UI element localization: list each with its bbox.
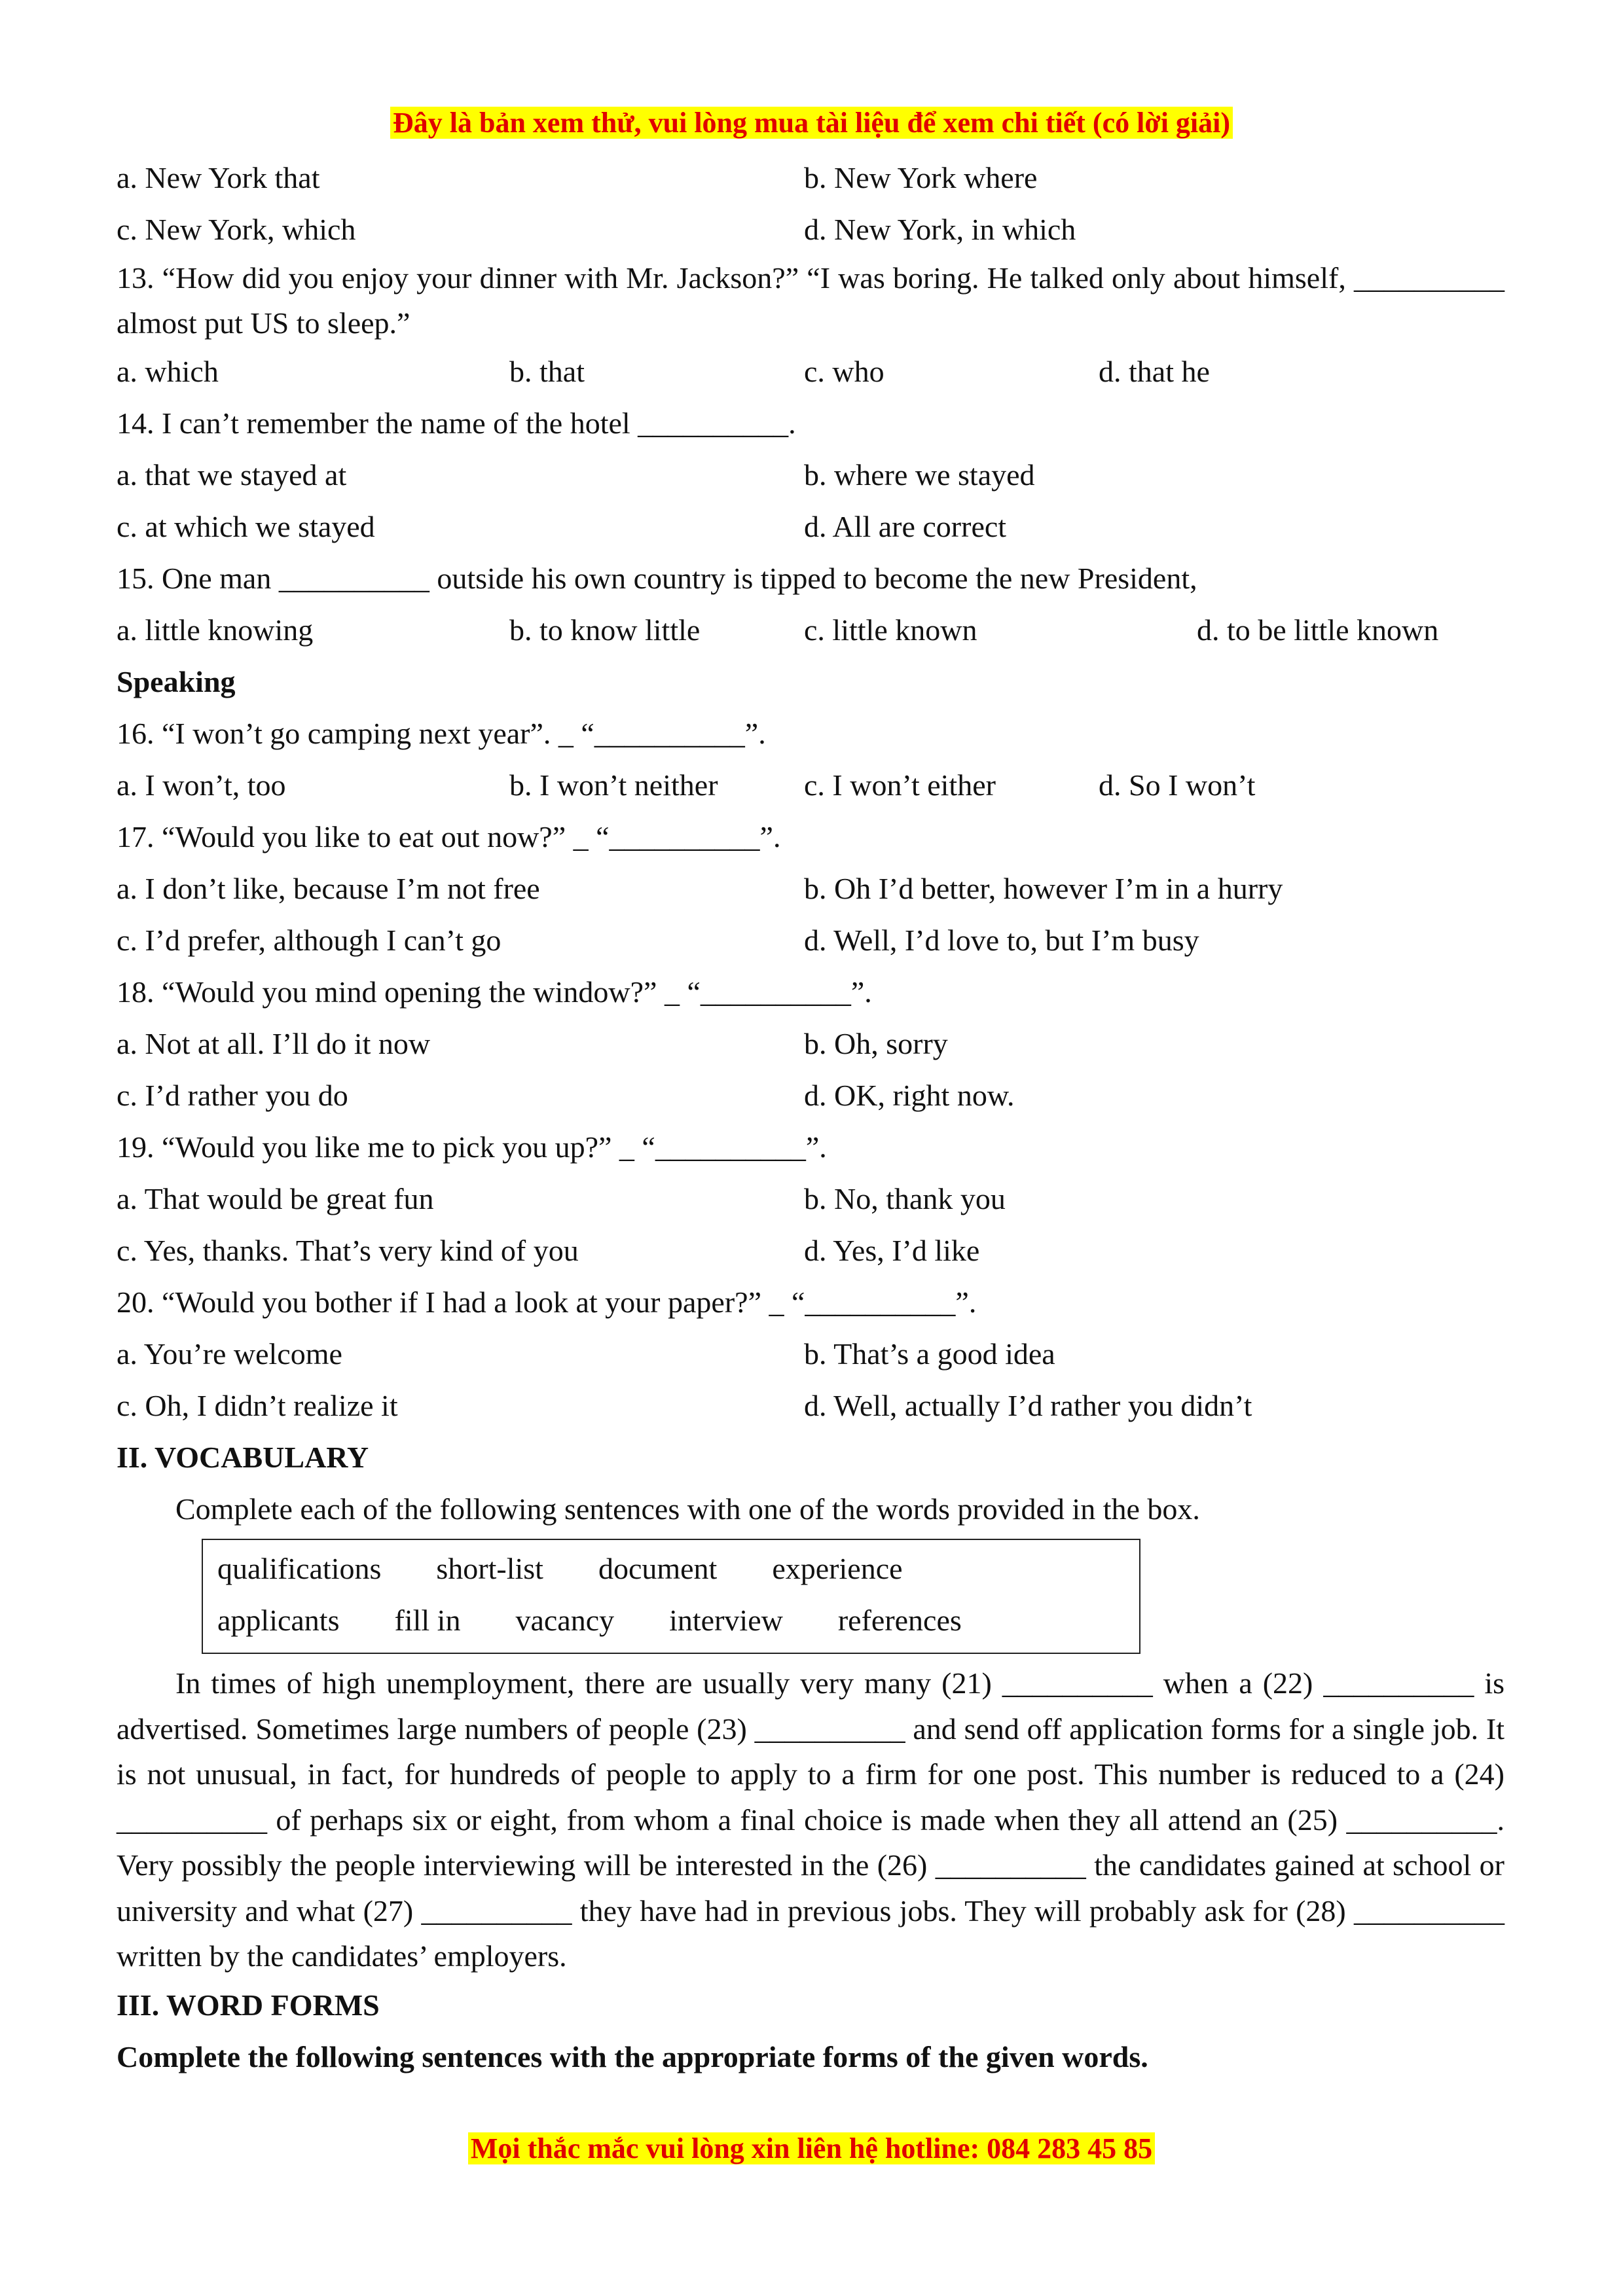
q14-option-c: c. at which we stayed [117,510,375,543]
q12-options-row-2 [117,204,1504,255]
q19-options-row-2 [117,1225,1504,1276]
q14-option-a: a. that we stayed at [117,458,347,492]
q20-option-a: a. You’re welcome [117,1337,342,1371]
word-box-item: references [837,1604,962,1637]
word-box-item: vacancy [515,1604,615,1637]
q17-option-a: a. I don’t like, because I’m not free [117,872,540,905]
q17-options-row-2 [117,914,1504,966]
q19-options-row-1 [117,1173,1504,1225]
q16-option-c: c. I won’t either [804,768,996,802]
word-box-item: fill in [394,1604,461,1637]
q13-options [117,346,1504,397]
q19-text: 19. “Would you like me to pick you up?” _ “__________”. [117,1130,827,1164]
word-box-item: experience [772,1552,903,1585]
word-box-item: interview [669,1604,783,1637]
q20-options-row-1 [117,1328,1504,1380]
q16-option-d: d. So I won’t [1099,768,1256,802]
q16-option-a: a. I won’t, too [117,768,286,802]
q17-option-c: c. I’d prefer, although I can’t go [117,924,501,957]
vocabulary-heading: II. VOCABULARY [117,1441,369,1474]
speaking-heading: Speaking [117,665,236,698]
q13-text: 13. “How did you enjoy your dinner with Mr. Jackson?” “I was boring. He talked only about himself, __________ almost put US to sleep.” [117,261,1504,340]
q15-options [117,604,1504,656]
q19-option-d: d. Yes, I’d like [804,1234,980,1267]
q14-option-d: d. All are correct [804,510,1007,543]
preview-banner [0,105,1623,141]
q18-options-row-1 [117,1018,1504,1069]
hotline-banner-text: Mọi thắc mắc vui lòng xin liên hệ hotline: 084 283 45 85 [468,2132,1155,2164]
hotline-banner [0,2130,1623,2167]
q14-options-row-2 [117,501,1504,552]
q12-option-a: a. New York that [117,161,320,194]
word-box [202,1539,1140,1654]
vocabulary-instruction: Complete each of the following sentences with one of the words provided in the box. [175,1492,1200,1526]
q13-option-b: b. that [509,355,585,388]
q13-option-d: d. that he [1099,355,1210,388]
q13-option-c: c. who [804,355,884,388]
q20-option-b: b. That’s a good idea [804,1337,1055,1371]
word-box-item: short-list [436,1552,543,1585]
q13-option-a: a. which [117,355,219,388]
word-box-row-2 [217,1594,1017,1646]
q20-option-c: c. Oh, I didn’t realize it [117,1389,398,1422]
q12-options-row-1 [117,152,1504,204]
q16-text: 16. “I won’t go camping next year”. _ “__________”. [117,717,766,750]
q18-text: 18. “Would you mind opening the window?” _ “__________”. [117,975,872,1009]
q19-option-c: c. Yes, thanks. That’s very kind of you [117,1234,579,1267]
word-forms-heading: III. WORD FORMS [117,1988,380,2022]
q18-options-row-2 [117,1069,1504,1121]
q16-option-b: b. I won’t neither [509,768,718,802]
q18-option-c: c. I’d rather you do [117,1079,348,1112]
word-box-item: applicants [217,1604,340,1637]
q15-option-b: b. to know little [509,613,701,647]
q17-text: 17. “Would you like to eat out now?” _ “__________”. [117,820,781,853]
preview-banner-text: Đây là bản xem thử, vui lòng mua tài liệu để xem chi tiết (có lời giải) [390,107,1233,139]
q19-option-a: a. That would be great fun [117,1182,434,1215]
q16-options [117,759,1504,811]
q15-text: 15. One man __________ outside his own country is tipped to become the new President, [117,562,1197,595]
q14-option-b: b. where we stayed [804,458,1035,492]
q15-option-a: a. little knowing [117,613,314,647]
q17-option-d: d. Well, I’d love to, but I’m busy [804,924,1199,957]
q18-option-a: a. Not at all. I’ll do it now [117,1027,431,1060]
q20-options-row-2 [117,1380,1504,1431]
q14-text: 14. I can’t remember the name of the hotel __________. [117,406,796,440]
word-box-item: document [598,1552,718,1585]
q18-option-b: b. Oh, sorry [804,1027,948,1060]
word-forms-instruction: Complete the following sentences with the appropriate forms of the given words. [117,2039,1148,2073]
q20-option-d: d. Well, actually I’d rather you didn’t [804,1389,1252,1422]
document-content [117,152,1504,2083]
q15-option-d: d. to be little known [1197,613,1439,647]
q17-option-b: b. Oh I’d better, however I’m in a hurry [804,872,1283,905]
word-box-item: qualifications [217,1552,382,1585]
cloze-passage: In times of high unemployment, there are usually very many (21) __________ when a (22) __________ is advertised. Sometimes large numbers of people (23) __________ and send off application forms for a single job. It is not unusual, in fact, for hundreds of people to apply to a firm for one post. This number is reduced to a (24) __________ of perhaps six or eight, from whom a final choice is made when they all attend an (25) __________. Very possibly the people interviewing will be interested in the (26) __________ the candidates gained at school or university and what (27) __________ they have had in previous jobs. They will probably ask for (28) __________ written by the candidates’ employers. [117,1666,1504,1973]
q12-option-d: d. New York, in which [804,213,1076,246]
q14-options-row-1 [117,449,1504,501]
q12-option-b: b. New York where [804,161,1038,194]
word-box-row-1 [217,1543,958,1594]
q18-option-d: d. OK, right now. [804,1079,1015,1112]
q19-option-b: b. No, thank you [804,1182,1006,1215]
q17-options-row-1 [117,863,1504,914]
q20-text: 20. “Would you bother if I had a look at your paper?” _ “__________”. [117,1285,977,1319]
q15-option-c: c. little known [804,613,977,647]
q12-option-c: c. New York, which [117,213,356,246]
